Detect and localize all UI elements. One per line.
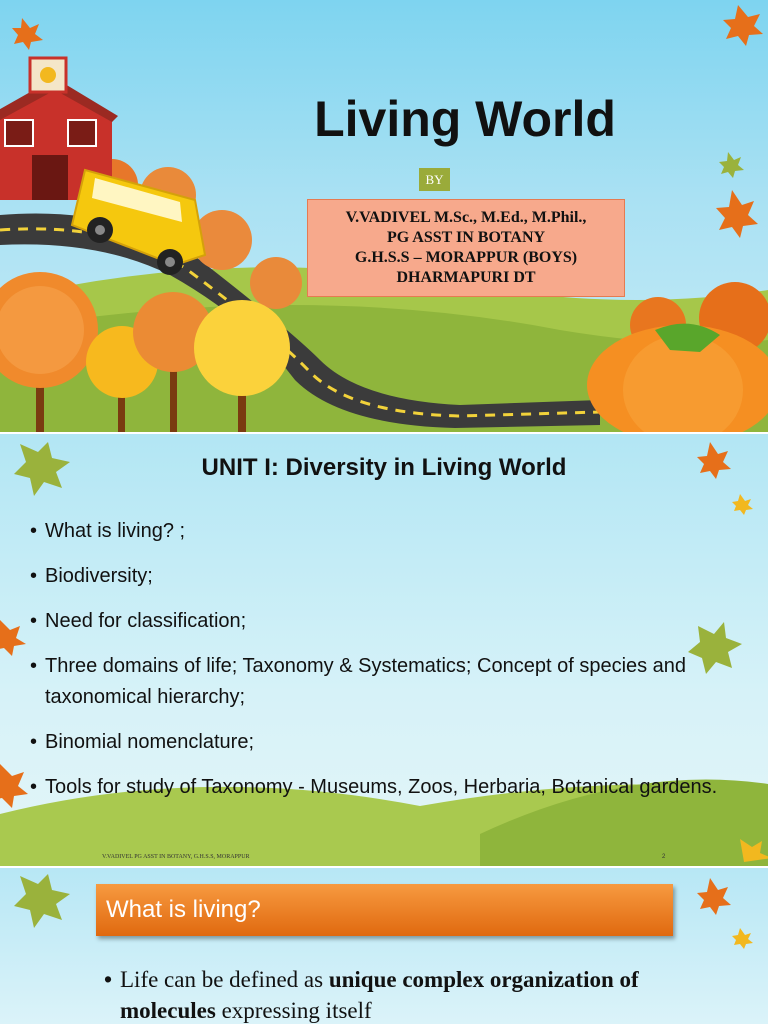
page-number: 2 [662,854,666,860]
list-item: • Tools for study of Taxonomy - Museums, Zoos, Herbaria, Botanical gardens. [30,772,750,803]
definition-text: • Life can be defined as unique complex organization of molecules expressing itself [104,966,639,1023]
slide-footer: V.VADIVEL PG ASST IN BOTANY, G.H.S.S, MORAPPUR [102,854,250,860]
author-school: G.H.S.S – MORAPPUR (BOYS) [354,249,578,266]
syllabus-list [30,516,750,817]
author-name: V.VADIVEL M.Sc., M.Ed., M.Phil., [345,209,587,226]
by-label: BY [419,168,450,191]
list-item: • Need for classification; [30,606,750,637]
title-slide [0,0,768,432]
content-slide-what-is-living [0,868,768,1024]
definition-normal-2: expressing itself [215,998,372,1023]
definition-normal-1: Life can be defined as [120,967,329,992]
author-box [307,199,625,297]
list-item: • Binomial nomenclature; [30,727,750,758]
slide-title: Living World [314,91,616,147]
list-item: • Biodiversity; [30,561,750,592]
content-slide-unit-1 [0,434,768,866]
author-district: DHARMAPURI DT [396,269,536,286]
unit-title: UNIT I: Diversity in Living World [201,454,567,481]
list-item: • What is living? ; [30,516,750,547]
definition-bold: unique complex organization of molecules [120,967,639,1023]
author-position: PG ASST IN BOTANY [386,229,546,246]
slide-header: What is living? [96,884,673,936]
list-item: • Three domains of life; Taxonomy & Systematics; Concept of species and taxonomical hierarchy; [30,651,750,713]
